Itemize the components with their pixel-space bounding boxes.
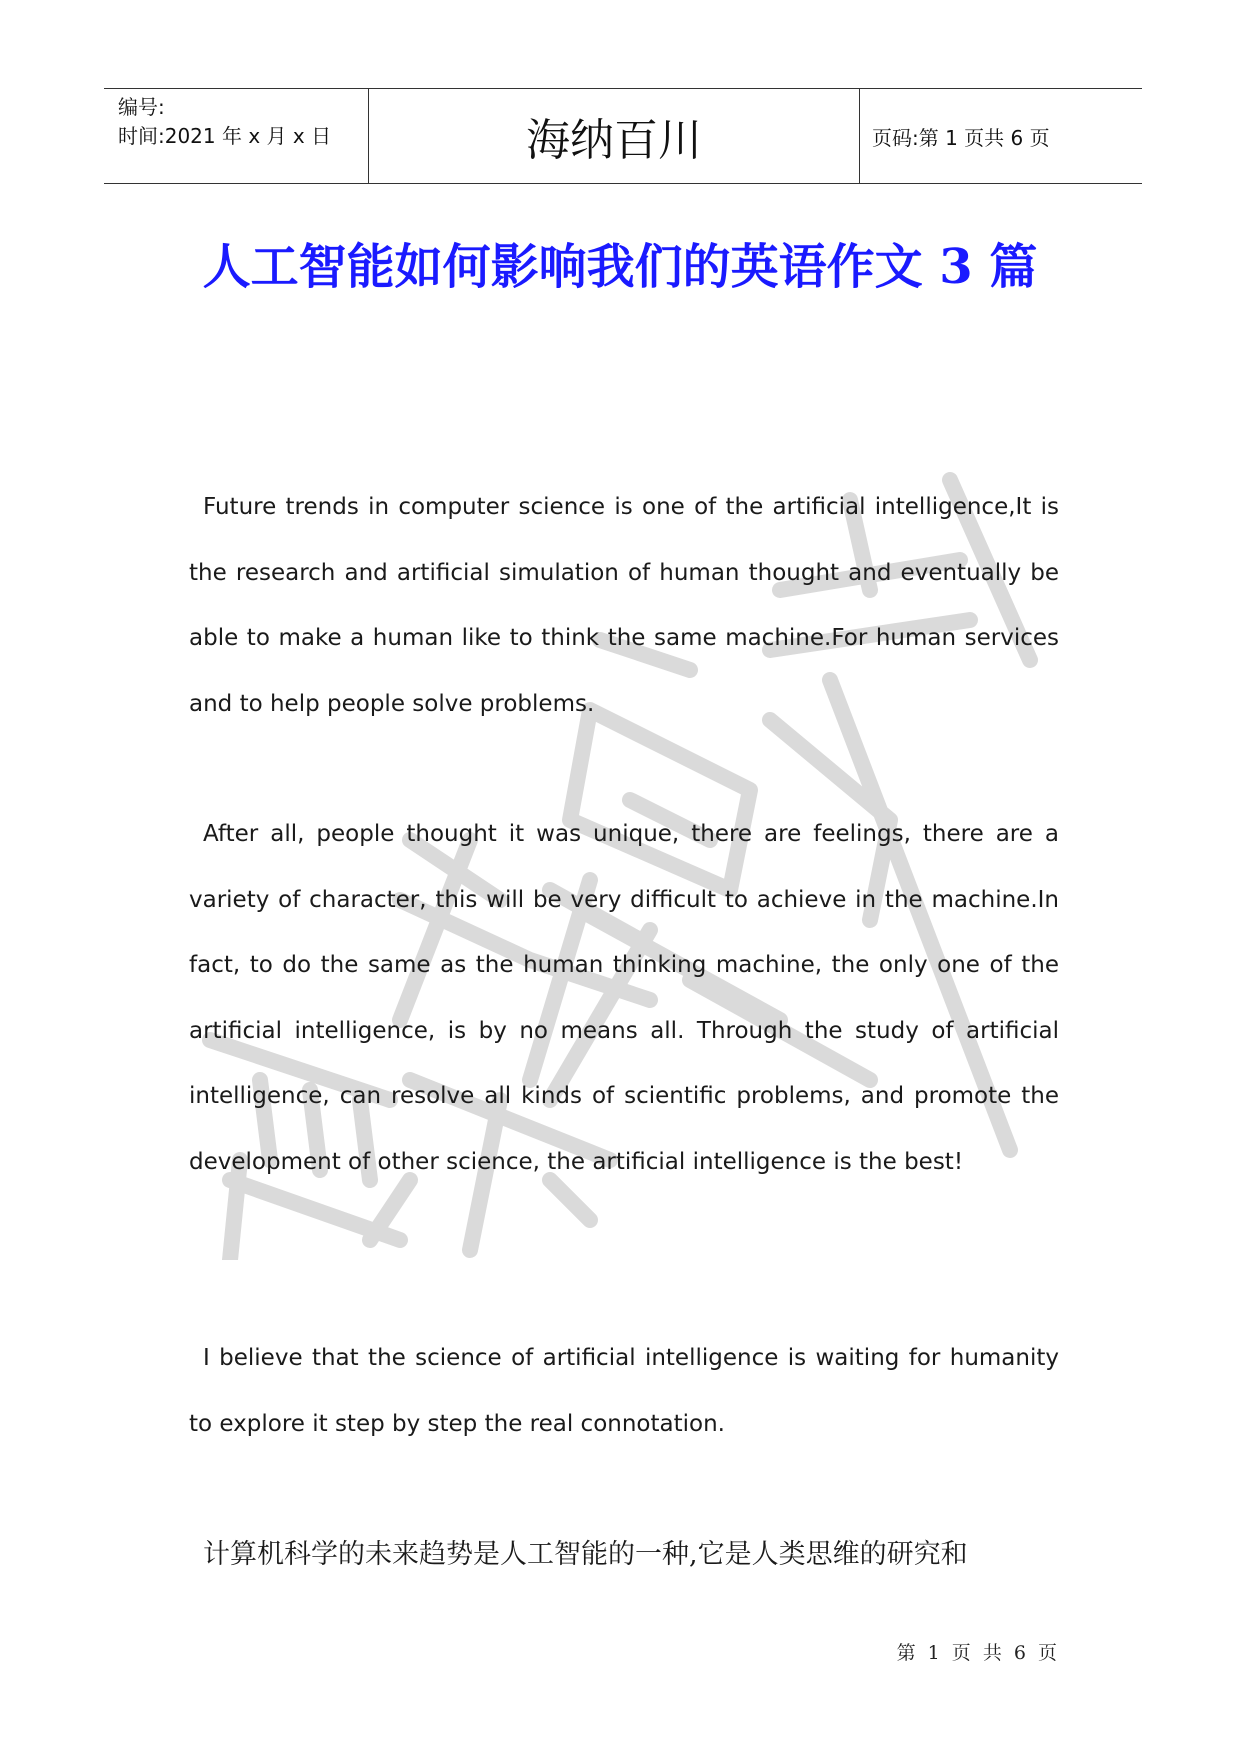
header-meta-cell [104, 89, 369, 183]
document-header [104, 88, 1142, 184]
page-footer: 第 1 页 共 6 页 [896, 1642, 1060, 1664]
paragraph-2: After all, people thought it was unique, there are feelings, there are a variety of character, this will be very difficult to achieve in the machine.In fact, to do the same as the human thinking machine, the only one of the artificial intelligence, is by no means all. Through the study of artificial intelligence, can resolve all kinds of scientific problems, and promote the development of other science, the artificial intelligence is the best! [189, 821, 1059, 1175]
number-label: 编号: [118, 95, 165, 119]
paragraph-1: Future trends in computer science is one of the artificial intelligence,It is the research and artificial simulation of human thought and eventually be able to make a human like to think the same machine.For human services and to help people solve problems. [189, 494, 1059, 717]
header-page-label: 页码:第 1 页共 6 页 [872, 125, 1050, 150]
document-title: 人工智能如何影响我们的英语作文 3 篇 [202, 239, 1038, 295]
paragraph-4: 计算机科学的未来趋势是人工智能的一种,它是人类思维的研究和 [203, 1539, 968, 1570]
brand-title: 海纳百川 [369, 89, 860, 183]
paragraph-3: I believe that the science of artificial intelligence is waiting for humanity to explore it step by step the real connotation. [189, 1345, 1059, 1437]
date-label: 时间:2021 年 x 月 x 日 [118, 124, 332, 148]
